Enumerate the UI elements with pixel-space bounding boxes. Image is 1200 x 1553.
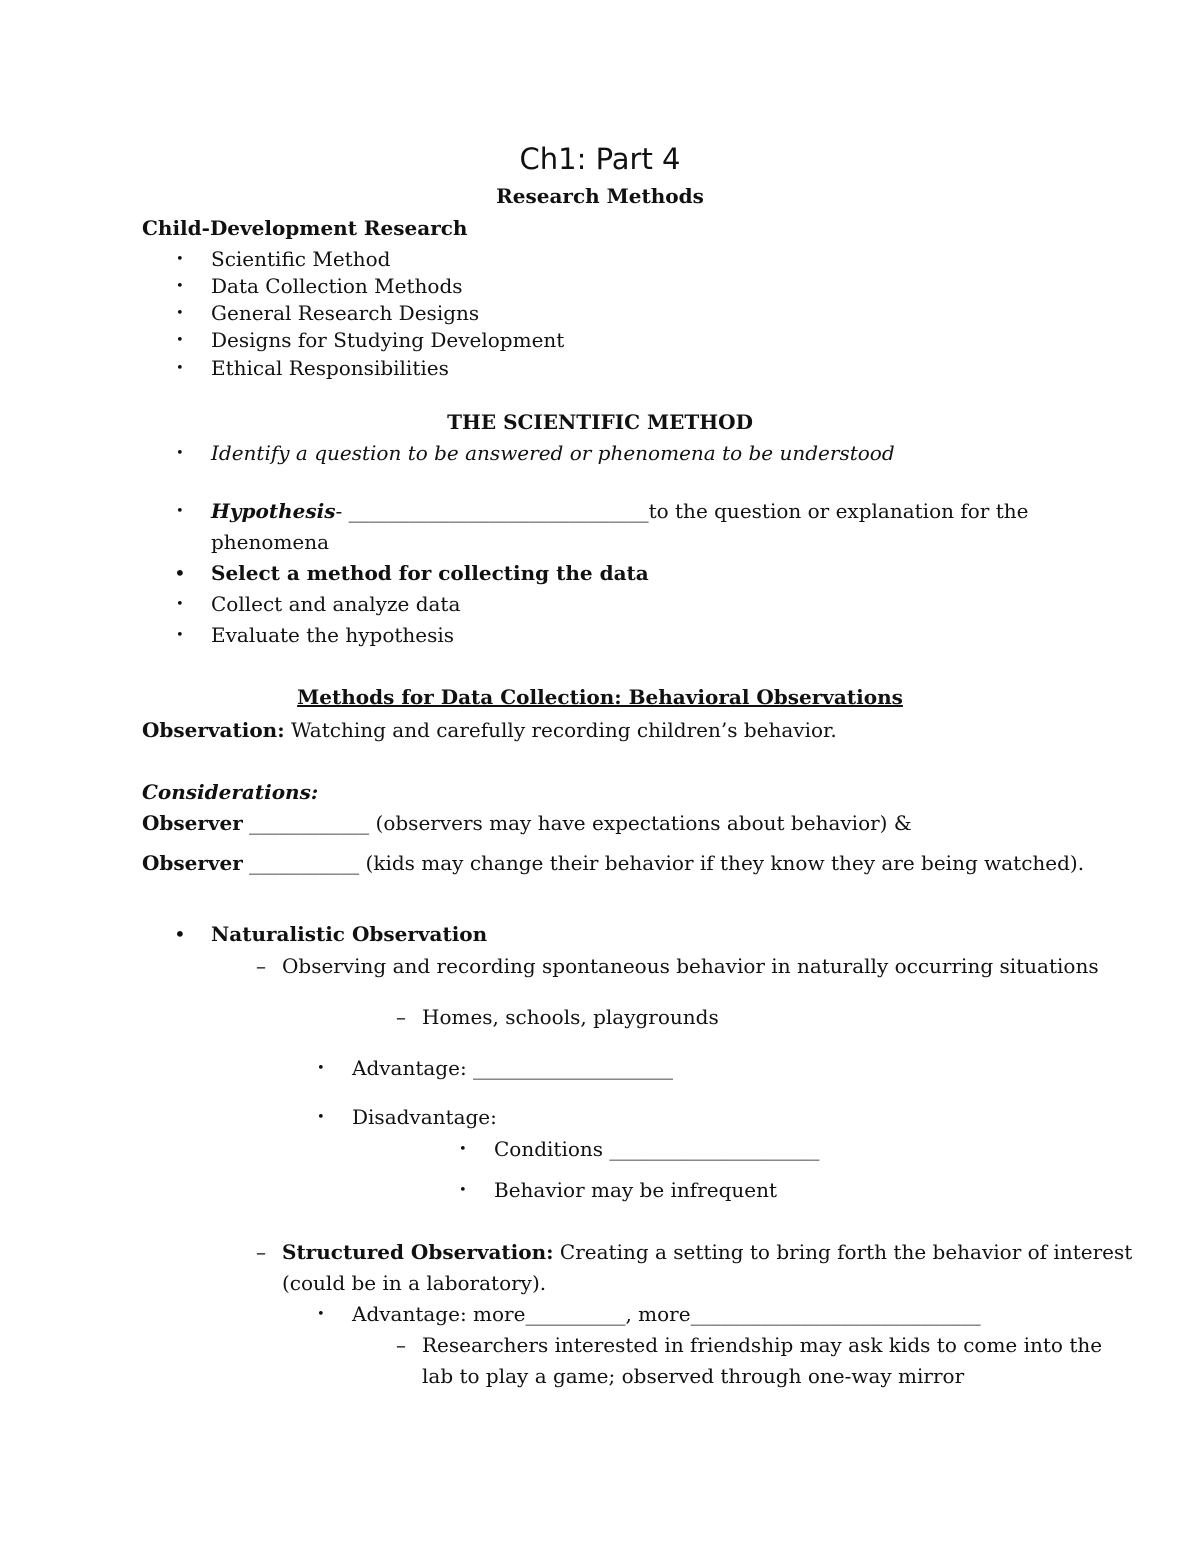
step-select-method: Select a method for collecting the data	[211, 561, 649, 585]
bullet-marker: •	[176, 361, 184, 376]
naturalistic-observation-heading: Naturalistic Observation	[211, 922, 488, 946]
bullet-marker: •	[317, 1307, 325, 1322]
hypothesis-blank: - ______________________________to the question or explanation for the	[335, 499, 1029, 523]
naturalistic-disadvantage: Disadvantage:	[352, 1105, 497, 1129]
structured-example: Researchers interested in friendship may ask kids to come into the	[422, 1333, 1103, 1357]
structured-observation-continued: (could be in a laboratory).	[282, 1271, 547, 1295]
structured-advantage: Advantage: more__________, more_____________________________	[352, 1302, 981, 1326]
structured-observation	[282, 1242, 1132, 1262]
bullet-marker: •	[176, 279, 184, 294]
bullet-marker: •	[176, 252, 184, 267]
observer-influence-text: ___________ (kids may change their behavior if they know they are being watched).	[242, 851, 1085, 875]
bullet-marker: •	[176, 333, 184, 348]
dash-marker: –	[396, 1005, 406, 1029]
page-subtitle: Research Methods	[496, 184, 704, 208]
step-collect-data: Collect and analyze data	[211, 592, 461, 616]
observer-term: Observer	[142, 851, 243, 875]
dash-marker: –	[256, 954, 266, 978]
bullet-marker: •	[174, 561, 186, 585]
list-item: Ethical Responsibilities	[211, 356, 449, 380]
observation-definition	[142, 720, 837, 740]
disadvantage-infrequent: Behavior may be infrequent	[494, 1178, 778, 1202]
bullet-marker: •	[176, 504, 184, 519]
naturalistic-definition: Observing and recording spontaneous behavior in naturally occurring situations	[282, 954, 1099, 978]
structured-observation-term: Structured Observation:	[282, 1240, 554, 1264]
bullet-marker: •	[176, 306, 184, 321]
bullet-marker: •	[459, 1142, 467, 1157]
section-heading-scientific-method: THE SCIENTIFIC METHOD	[447, 410, 753, 434]
bullet-marker: •	[317, 1061, 325, 1076]
bullet-marker: •	[176, 446, 184, 461]
observer-bias-line	[142, 813, 912, 833]
bullet-marker: •	[459, 1183, 467, 1198]
observer-influence-line	[142, 853, 1084, 873]
list-item: Scientific Method	[211, 247, 391, 271]
considerations-label: Considerations:	[142, 780, 319, 804]
hypothesis-term: Hypothesis	[211, 499, 336, 523]
bullet-marker: •	[176, 628, 184, 643]
step-identify-question: Identify a question to be answered or phenomena to be understood	[211, 441, 895, 465]
bullet-marker: •	[317, 1110, 325, 1125]
structured-observation-text: Creating a setting to bring forth the behavior of interest	[553, 1240, 1133, 1264]
step-evaluate: Evaluate the hypothesis	[211, 623, 455, 647]
dash-marker: –	[256, 1240, 266, 1264]
dash-marker: –	[396, 1333, 406, 1357]
naturalistic-examples: Homes, schools, playgrounds	[422, 1005, 719, 1029]
section-heading-data-collection: Methods for Data Collection: Behavioral Observations	[297, 685, 903, 709]
section-heading-child-development: Child-Development Research	[142, 216, 468, 240]
step-hypothesis	[211, 501, 1028, 521]
list-item: General Research Designs	[211, 301, 480, 325]
observation-text: Watching and carefully recording children’s behavior.	[284, 718, 837, 742]
observer-term: Observer	[142, 811, 243, 835]
disadvantage-conditions: Conditions _____________________	[494, 1137, 820, 1161]
observation-term: Observation:	[142, 718, 285, 742]
structured-example-continued: lab to play a game; observed through one-way mirror	[422, 1364, 965, 1388]
list-item: Data Collection Methods	[211, 274, 463, 298]
naturalistic-advantage: Advantage: ____________________	[352, 1056, 674, 1080]
observer-bias-text: ____________ (observers may have expectations about behavior) &	[242, 811, 912, 835]
list-item: Designs for Studying Development	[211, 328, 565, 352]
page-title: Ch1: Part 4	[519, 142, 681, 176]
step-hypothesis-continued: phenomena	[211, 530, 330, 554]
bullet-marker: •	[174, 922, 186, 946]
bullet-marker: •	[176, 597, 184, 612]
